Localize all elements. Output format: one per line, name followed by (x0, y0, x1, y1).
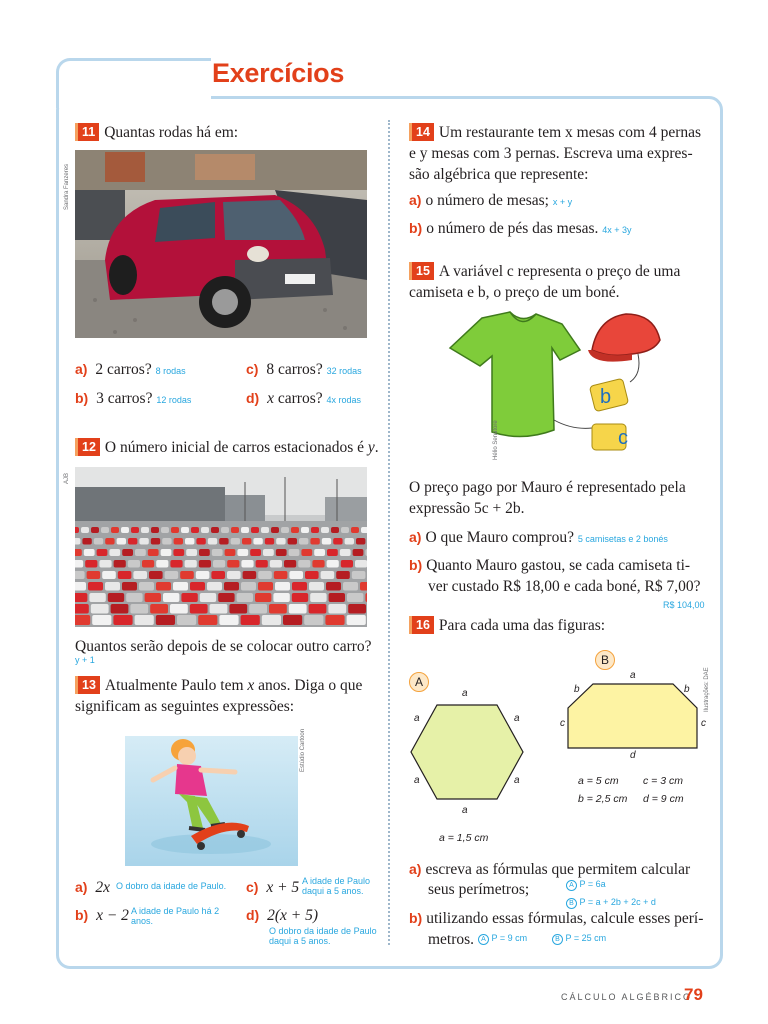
q14-answer-a: x + y (552, 197, 573, 207)
q12-answer: y + 1 (75, 655, 95, 665)
q15-answer-a: 5 camisetas e 2 bonés (577, 534, 668, 544)
hex-side-bottom-left: a (414, 775, 420, 786)
page-number: 79 (684, 985, 703, 1004)
q13-answer-d: O dobro da idade de Paulo daqui a 5 anos. (269, 926, 377, 946)
q15-text-line3: O preço pago por Mauro é representado pela (409, 479, 686, 496)
q16-item-b-cont: metros. (428, 931, 475, 948)
shape-b-measure-a: a = 5 cm (578, 775, 619, 787)
q13-item-c: c) x + 5 (246, 879, 300, 896)
q16-credit: Ilustrações: DAE (704, 667, 710, 712)
hexagon-shape (405, 700, 530, 805)
hex-side-bottom-right: a (514, 775, 520, 786)
section-title: Exercícios (212, 58, 345, 88)
q11-item-a: a) 2 carros? 8 rodas (75, 361, 186, 378)
q11-answer-a: 8 rodas (155, 366, 186, 376)
figure-a-label: A (409, 672, 429, 692)
shape-b-side-c-right: c (701, 718, 706, 729)
q13-item-a: a) 2x (75, 879, 110, 896)
shape-b-side-c-left: c (560, 718, 565, 729)
q16-item-a-cont: seus perímetros; (428, 881, 530, 898)
column-divider (388, 120, 390, 945)
q12-credit: AJB (64, 472, 70, 484)
q11-item-b: b) 3 carros? 12 rodas (75, 390, 192, 407)
pentagon-shape (565, 680, 700, 750)
q13-answer-b: A idade de Paulo há 2 anos. (131, 906, 220, 926)
q16-answer-a-figB: B P = a + 2b + 2c + d (566, 897, 656, 909)
shape-b-side-a: a (630, 670, 636, 681)
q16-answer-b-figB: B P = 25 cm (552, 933, 606, 945)
q13-answer-a: O dobro da idade de Paulo. (116, 881, 227, 891)
q16-answer-a-figA: A P = 6a (566, 879, 606, 891)
q15-item-b: b) Quanto Mauro gastou, se cada camiseta ti- (409, 557, 691, 574)
q16-prompt: 16 Para cada uma das figuras: (409, 615, 605, 636)
q14-prompt-line1: 14 Um restaurante tem x mesas com 4 pernas (409, 122, 701, 143)
q14-item-b: b) o número de pés das mesas. 4x + 3y (409, 220, 632, 237)
q15-answer-b: R$ 104,00 (663, 600, 705, 610)
q12-prompt: 12 O número inicial de carros estacionados é y. (75, 437, 379, 458)
parking-lot-photo (75, 467, 367, 627)
q14-prompt-line2: e y mesas com 3 pernas. Escreva uma expres- (409, 145, 693, 162)
q14-item-a: a) o número de mesas; x + y (409, 192, 573, 209)
q11-answer-c: 32 rodas (326, 366, 362, 376)
q13-prompt: 13 Atualmente Paulo tem x anos. Diga o que (75, 675, 362, 696)
q11-item-c: c) 8 carros? 32 rodas (246, 361, 362, 378)
q11-answer-b: 12 rodas (156, 395, 192, 405)
q15-text-line4: expressão 5c + 2b. (409, 500, 525, 517)
hex-measure: a = 1,5 cm (439, 832, 489, 844)
q15-prompt-line1: 15 A variável c representa o preço de uma (409, 261, 680, 282)
shape-b-side-b-left: b (574, 684, 580, 695)
q16-item-b: b) utilizando essas fórmulas, calcule esses perí- (409, 910, 704, 927)
q12-question: Quantos serão depois de se colocar outro carro? (75, 638, 372, 655)
q14-number: 14 (409, 123, 434, 141)
q11-answer-d: 4x rodas (326, 395, 362, 405)
tshirt-cap-illustration (442, 310, 672, 460)
hex-side-top: a (462, 688, 468, 699)
hex-side-top-left: a (414, 713, 420, 724)
q13-prompt-cont: significam as seguintes expressões: (75, 698, 295, 715)
q15-item-a: a) O que Mauro comprou? 5 camisetas e 2 bonés (409, 529, 668, 546)
q15-prompt-line2: camiseta e b, o preço de um boné. (409, 284, 620, 301)
shape-b-side-d: d (630, 750, 636, 761)
q13-answer-c: A idade de Paulo daqui a 5 anos. (302, 876, 371, 896)
hex-side-top-right: a (514, 713, 520, 724)
q14-prompt-line3: são algébrica que represente: (409, 166, 589, 183)
q11-credit: Sandra Fanzeres (64, 163, 70, 210)
q12-number: 12 (75, 438, 100, 456)
q13-item-d: d) 2(x + 5) (246, 907, 319, 924)
q13-number: 13 (75, 676, 100, 694)
hex-side-bottom: a (462, 805, 468, 816)
red-car-photo (75, 150, 367, 338)
figure-b-label: B (595, 650, 615, 670)
q15-credit: Hélio Senatore (493, 420, 499, 460)
skateboarder-illustration (125, 736, 298, 866)
q11-number: 11 (75, 123, 99, 141)
q15-item-b-cont: ver custado R$ 18,00 e cada boné, R$ 7,00? (428, 578, 701, 595)
q16-item-a: a) escreva as fórmulas que permitem calcular (409, 861, 691, 878)
q14-answer-b: 4x + 3y (602, 225, 632, 235)
q11-item-d: d) x carros? 4x rodas (246, 390, 362, 407)
q13-credit: Estúdio Cartoon (300, 728, 306, 772)
shape-b-measure-b: b = 2,5 cm (578, 793, 628, 805)
q16-number: 16 (409, 616, 434, 634)
q13-item-b: b) x − 2 (75, 907, 129, 924)
shape-b-side-b-right: b (684, 684, 690, 695)
footer-chapter: CÁLCULO ALGÉBRICO (561, 992, 693, 1002)
shape-b-measure-d: d = 9 cm (643, 793, 684, 805)
q16-answer-b-figA: A P = 9 cm (478, 933, 527, 945)
shirt-price-tag: c (618, 427, 628, 449)
q15-number: 15 (409, 262, 434, 280)
cap-price-tag: b (600, 386, 612, 408)
shape-b-measure-c: c = 3 cm (643, 775, 683, 787)
q11-prompt: 11 Quantas rodas há em: (75, 122, 238, 143)
